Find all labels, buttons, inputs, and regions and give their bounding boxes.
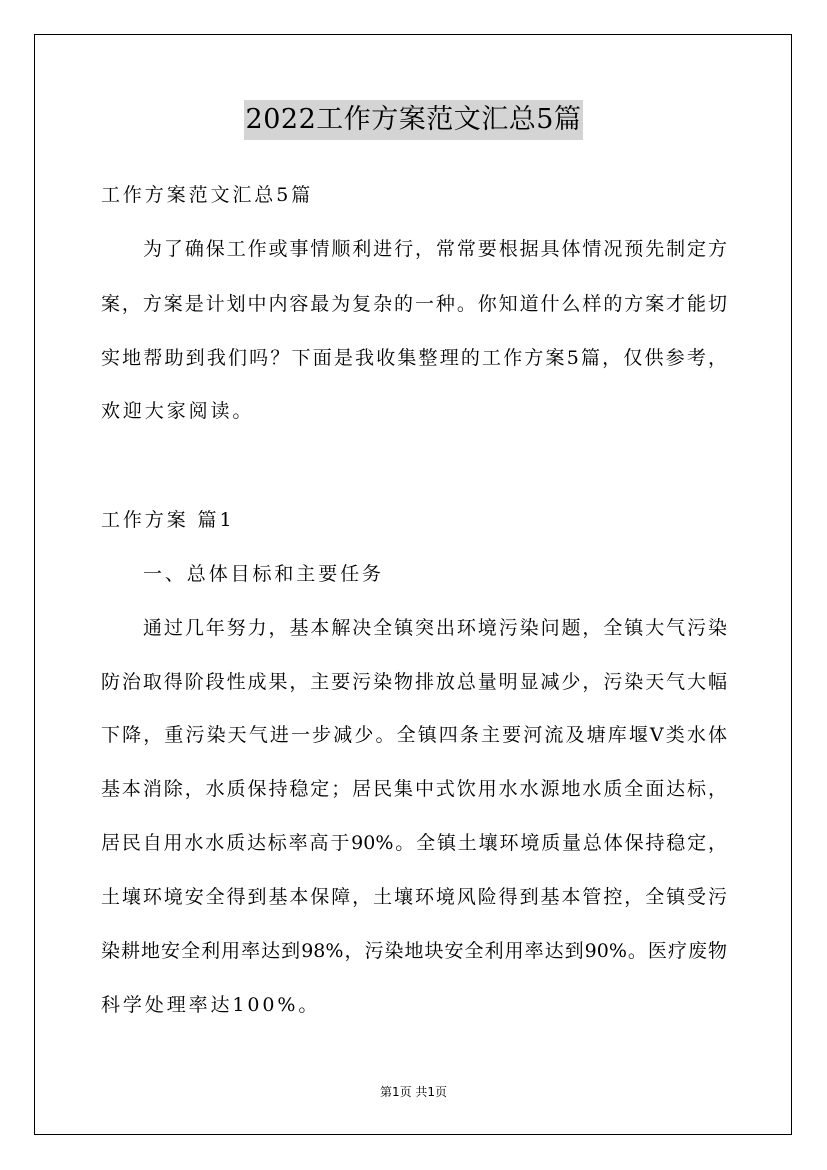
subheading: 一、总体目标和主要任务 [143,563,384,585]
body-line: 下降，重污染天气进一步减少。全镇四条主要河流及塘库堰Ⅴ类水体 [101,724,727,746]
intro-line: 为了确保工作或事情顺利进行，常常要根据具体情况预先制定方 [143,238,727,260]
section-heading: 工作方案 篇1 [101,509,235,531]
intro-line: 欢迎大家阅读。 [101,400,255,422]
document-title: 2022工作方案范文汇总5篇 [244,100,584,140]
body-line: 染耕地安全利用率达到98%，污染地块安全利用率达到90%。医疗废物 [101,940,727,962]
body-line: 居民自用水水质达标率高于90%。全镇土壤环境质量总体保持稳定， [101,832,727,854]
page-footer: 第1页 共1页 [379,1085,448,1099]
body-line: 土壤环境安全得到基本保障，土壤环境风险得到基本管控，全镇受污 [101,886,727,908]
body-line: 通过几年努力，基本解决全镇突出环境污染问题，全镇大气污染 [143,617,727,639]
document-subtitle: 工作方案范文汇总5篇 [101,184,314,206]
title-container [0,100,827,140]
body-line: 防治取得阶段性成果，主要污染物排放总量明显减少，污染天气大幅 [101,671,727,693]
body-line: 基本消除，水质保持稳定；居民集中式饮用水水源地水质全面达标， [101,778,727,800]
body-line: 科学处理率达100%。 [101,994,321,1016]
intro-line: 案，方案是计划中内容最为复杂的一种。你知道什么样的方案才能切 [101,293,727,315]
intro-line: 实地帮助到我们吗？下面是我收集整理的工作方案5篇，仅供参考， [101,347,727,369]
